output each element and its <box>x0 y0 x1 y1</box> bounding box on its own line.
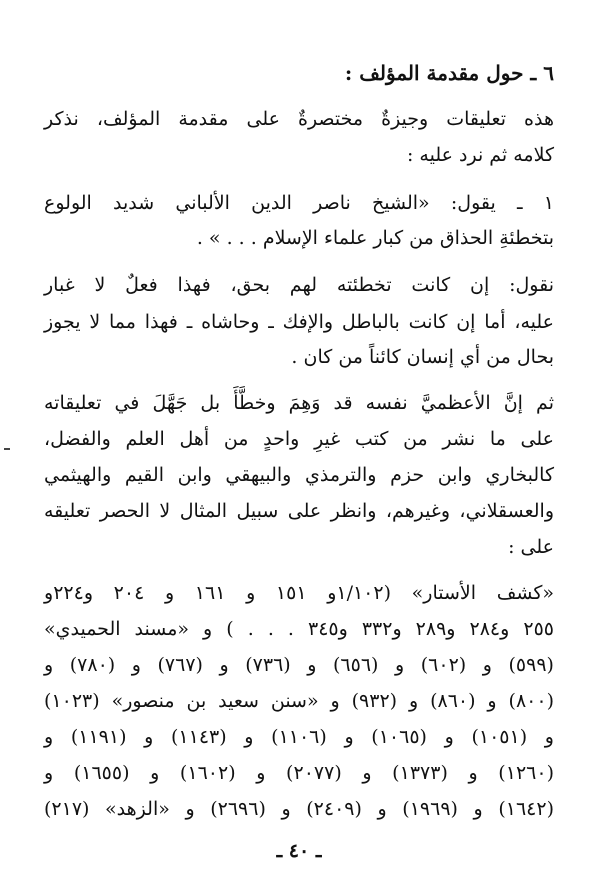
reference-line: (١٢٦٠) و (١٣٧٣) و (٢٠٧٧) و (١٦٠٢) و (١٦٥٥) و <box>44 762 554 784</box>
paragraph-line: بحال من أي إنسان كائناً من كان . <box>291 346 554 368</box>
paragraph-line: كالبخاري وابن حزم والترمذي والبيهقي وابن القيم والهيثمي <box>44 464 554 486</box>
section-heading: ٦ ـ حول مقدمة المؤلف : <box>344 61 554 85</box>
reference-line: ٢٥٥ و٢٨٤ و٢٨٩ و٣٣٢ و٣٤٥ . . . ) و «مسند الحميدي» <box>44 618 554 640</box>
reference-line: «كشف الأستار» (١/١٠٢و ١٥١ و ١٦١ و ٢٠٤ و٢٢٤و <box>44 582 554 604</box>
paragraph-line: عليه، أما إن كانت بالباطل والإفك ـ وحاشاه ـ فهذا مما لا يجوز <box>44 311 554 333</box>
reference-line: و (١٠٥١) و (١٠٦٥) و (١١٠٦) و (١١٤٣) و (١١٩١) و <box>44 726 554 748</box>
paragraph-line: ثم إنَّ الأعظميَّ نفسه قد وَهِمَ وخطَّأَ بل جَهَّلَ في تعليقاته <box>44 392 554 414</box>
reference-line: (٨٠٠) و (٨٦٠) و (٩٣٢) و «سنن سعيد بن منصور» (١٠٢٣) <box>44 690 554 712</box>
paragraph-line: ١ ـ يقول: «الشيخ ناصر الدين الألباني شديد الولوع <box>44 192 554 214</box>
margin-mark <box>4 448 10 450</box>
paragraph-line: هذه تعليقات وجيزةٌ مختصرةٌ على مقدمة المؤلف، نذكر <box>44 108 554 130</box>
paragraph-line: بتخطئةِ الحذاق من كبار علماء الإسلام . . . » . <box>196 227 554 249</box>
page-number: ـ ٤٠ ـ <box>276 840 322 862</box>
paragraph-line: على ما نشر من كتب غيرِ واحدٍ من أهل العلم والفضل، <box>44 428 554 450</box>
paragraph-line: كلامه ثم نرد عليه : <box>406 144 554 166</box>
reference-line: (١٦٤٢) و (١٩٦٩) و (٢٤٠٩) و (٢٦٩٦) و «الزهد» (٢١٧) <box>44 798 554 820</box>
reference-line: (٥٩٩) و (٦٠٢) و (٦٥٦) و (٧٣٦) و (٧٦٧) و (٧٨٠) و <box>44 654 554 676</box>
paragraph-line: على : <box>508 536 554 558</box>
paragraph-line: نقول: إن كانت تخطئته لهم بحق، فهذا فعلٌ لا غبار <box>44 274 554 296</box>
paragraph-line: والعسقلاني، وغيرهم، وانظر على سبيل المثال لا الحصر تعليقه <box>44 500 554 522</box>
